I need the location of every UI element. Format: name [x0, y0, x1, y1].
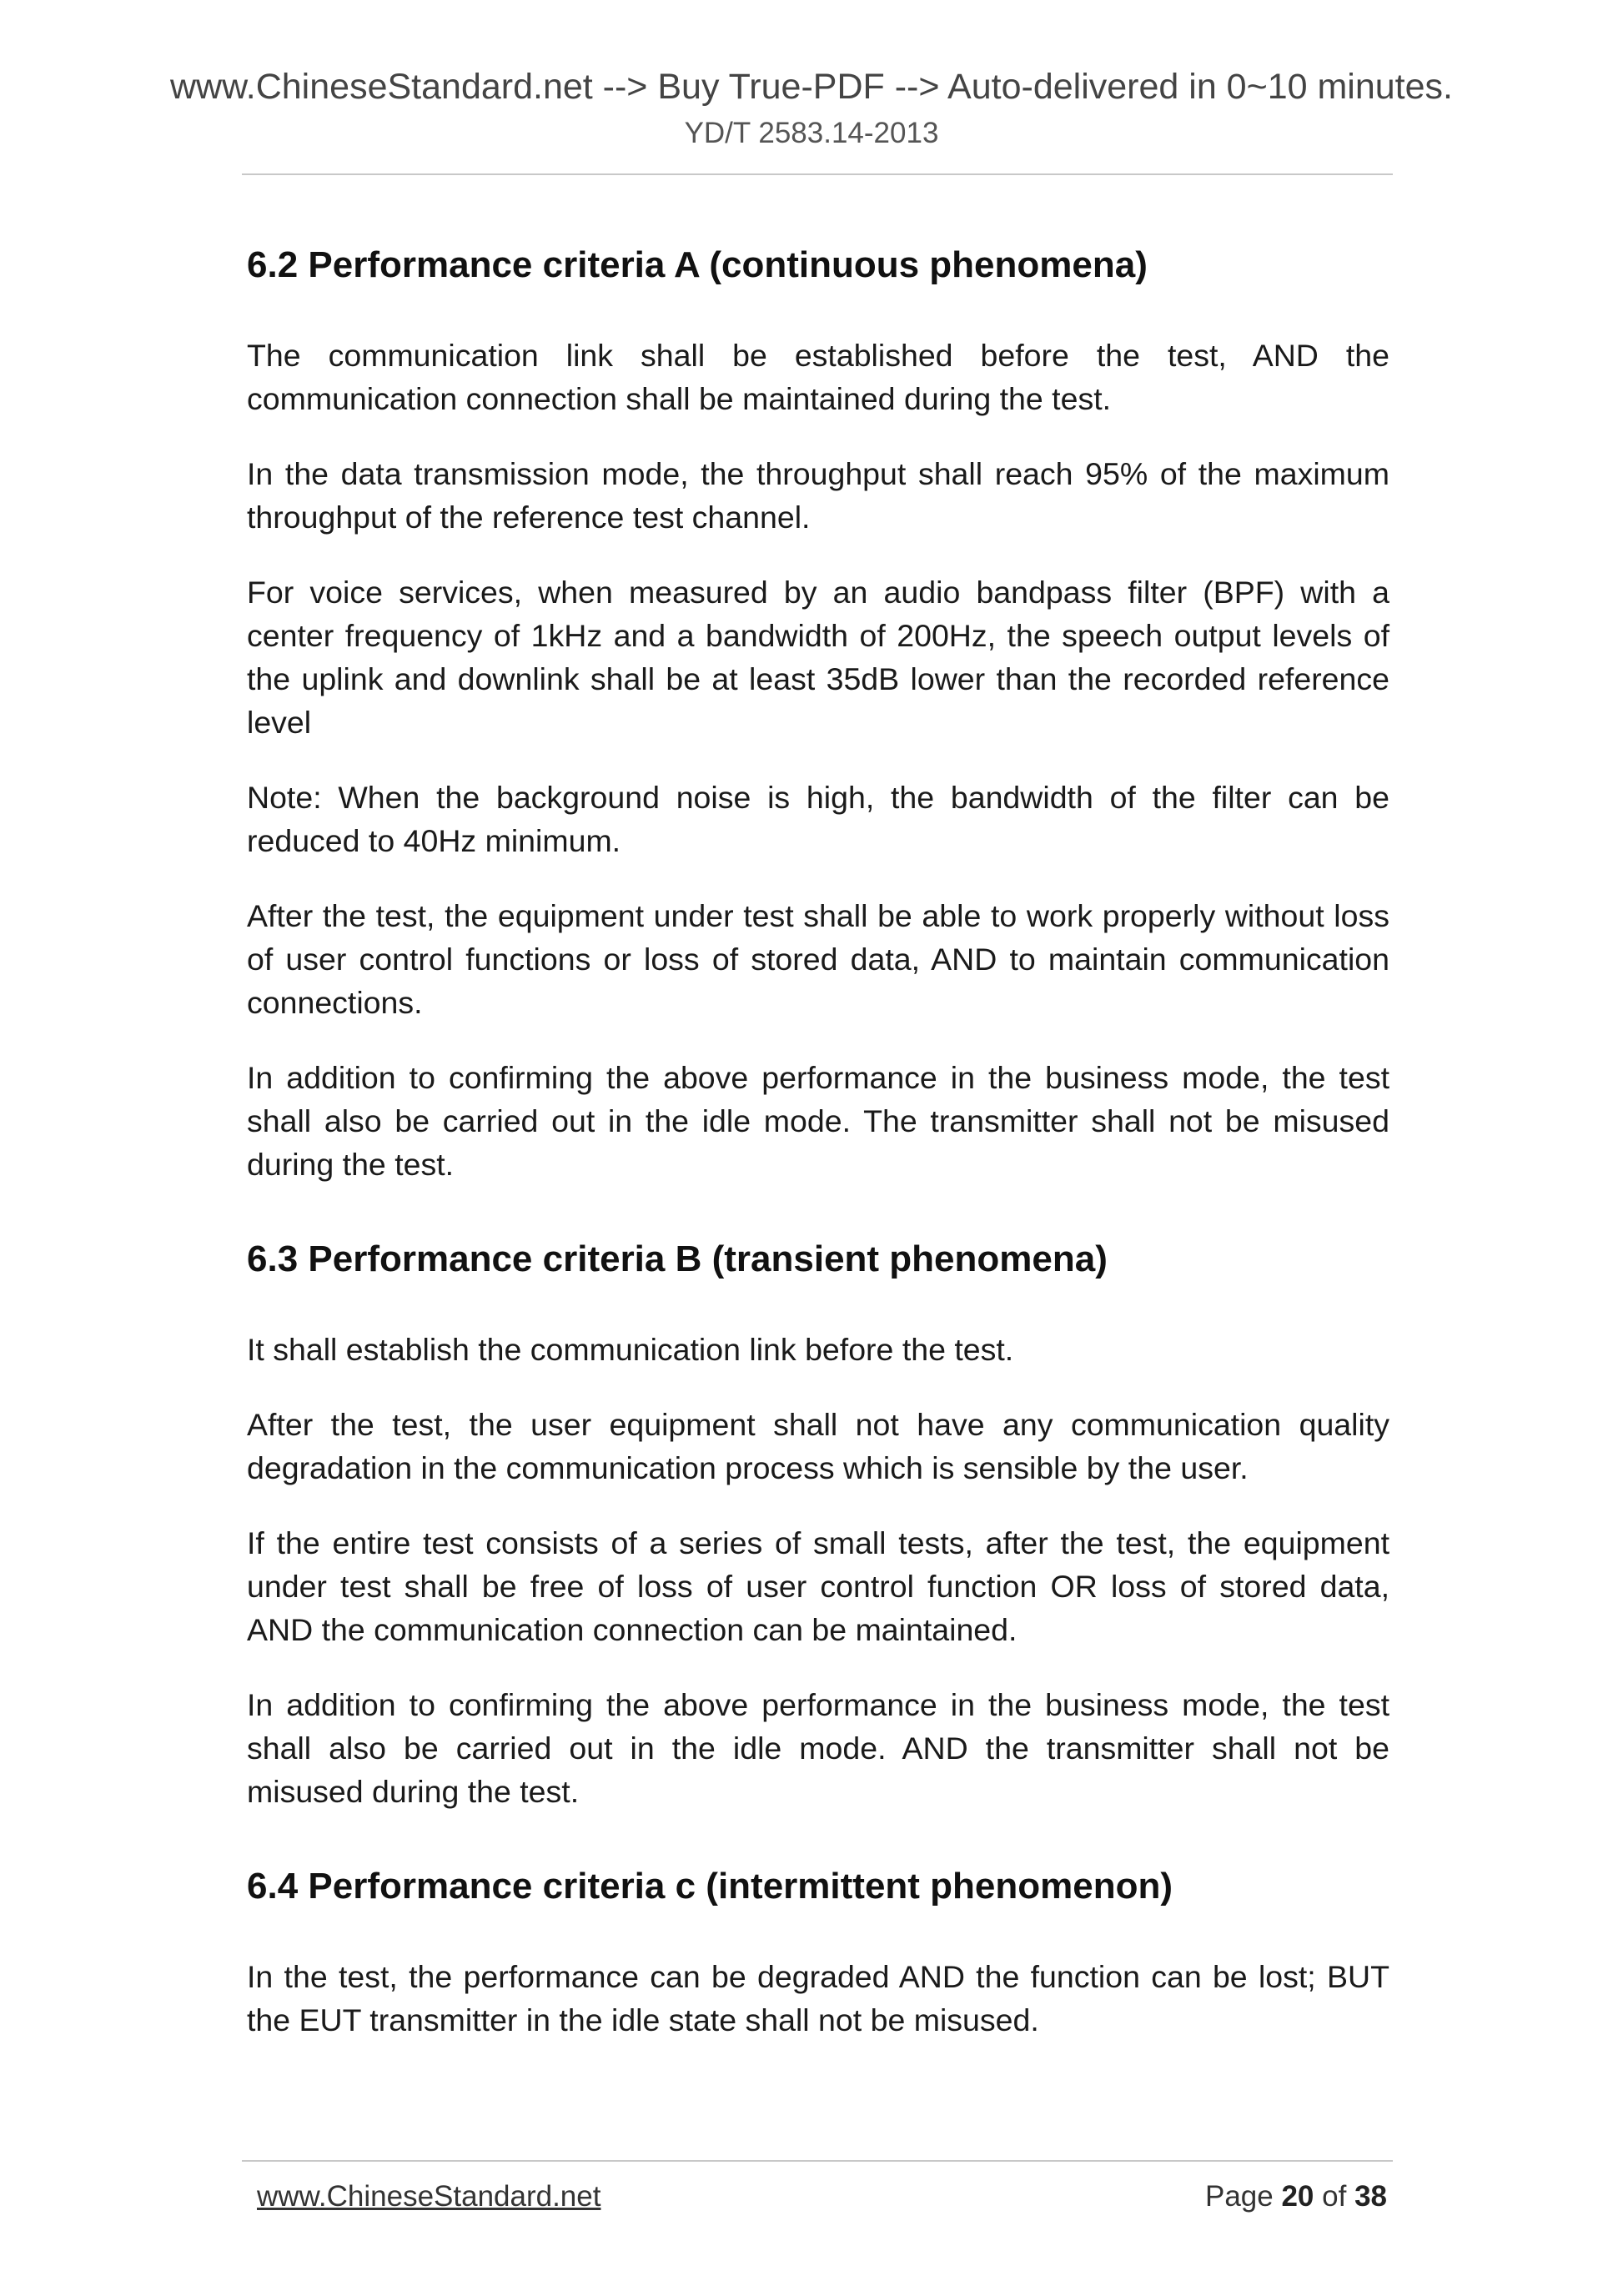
paragraph: If the entire test consists of a series of small tests, after the test, the equipment under test shall be free of loss of user control function OR loss of stored data, AND the communication connection can be maintained.	[247, 1525, 1389, 1647]
of-label: of	[1322, 2180, 1347, 2213]
header-divider	[242, 173, 1393, 175]
total-pages: 38	[1354, 2180, 1387, 2213]
page-indicator	[1205, 2178, 1387, 2215]
footer-divider	[242, 2160, 1393, 2162]
paragraph: In addition to confirming the above performance in the business mode, the test shall also be carried out in the idle mode. AND the transmitter shall not be misused during the test.	[247, 1687, 1389, 1809]
page-label: Page	[1204, 2180, 1274, 2213]
paragraph: The communication link shall be established before the test, AND the communication connection shall be maintained during the test.	[247, 338, 1389, 416]
section-heading-6-3: 6.3 Performance criteria B (transient phenomena)	[247, 1238, 1108, 1279]
document-body	[247, 242, 1389, 2042]
page-banner: www.ChineseStandard.net --> Buy True-PDF --> Auto-delivered in 0~10 minutes.	[169, 67, 1453, 107]
paragraph: In the test, the performance can be degraded AND the function can be lost; BUT the EUT transmitter in the idle state shall not be misused.	[247, 1959, 1389, 2037]
footer-site-link[interactable]: www.ChineseStandard.net	[257, 2180, 601, 2213]
paragraph: In the data transmission mode, the throughput shall reach 95% of the maximum throughput of the reference test channel.	[247, 456, 1389, 535]
paragraph: After the test, the equipment under test shall be able to work properly without loss of user control functions or loss of stored data, AND to maintain communication connections.	[247, 898, 1389, 1020]
paragraph: After the test, the user equipment shall not have any communication quality degradation in the communication process which is sensible by the user.	[247, 1407, 1389, 1485]
paragraph: It shall establish the communication link before the test.	[247, 1332, 1014, 1367]
section-heading-6-4: 6.4 Performance criteria c (intermittent phenomenon)	[247, 1866, 1173, 1907]
page-number: 20	[1281, 2180, 1314, 2213]
note-paragraph: Note: When the background noise is high, the bandwidth of the filter can be reduced to 40Hz minimum.	[247, 780, 1389, 858]
standard-code: YD/T 2583.14-2013	[684, 117, 939, 149]
paragraph: For voice services, when measured by an audio bandpass filter (BPF) with a center frequency of 1kHz and a bandwidth of 200Hz, the speech output levels of the uplink and downlink shall be at least 35dB lower than the recorded reference level	[247, 575, 1389, 740]
section-heading-6-2: 6.2 Performance criteria A (continuous phenomena)	[247, 244, 1148, 285]
paragraph: In addition to confirming the above performance in the business mode, the test shall also be carried out in the idle mode. The transmitter shall not be misused during the test.	[247, 1060, 1389, 1182]
